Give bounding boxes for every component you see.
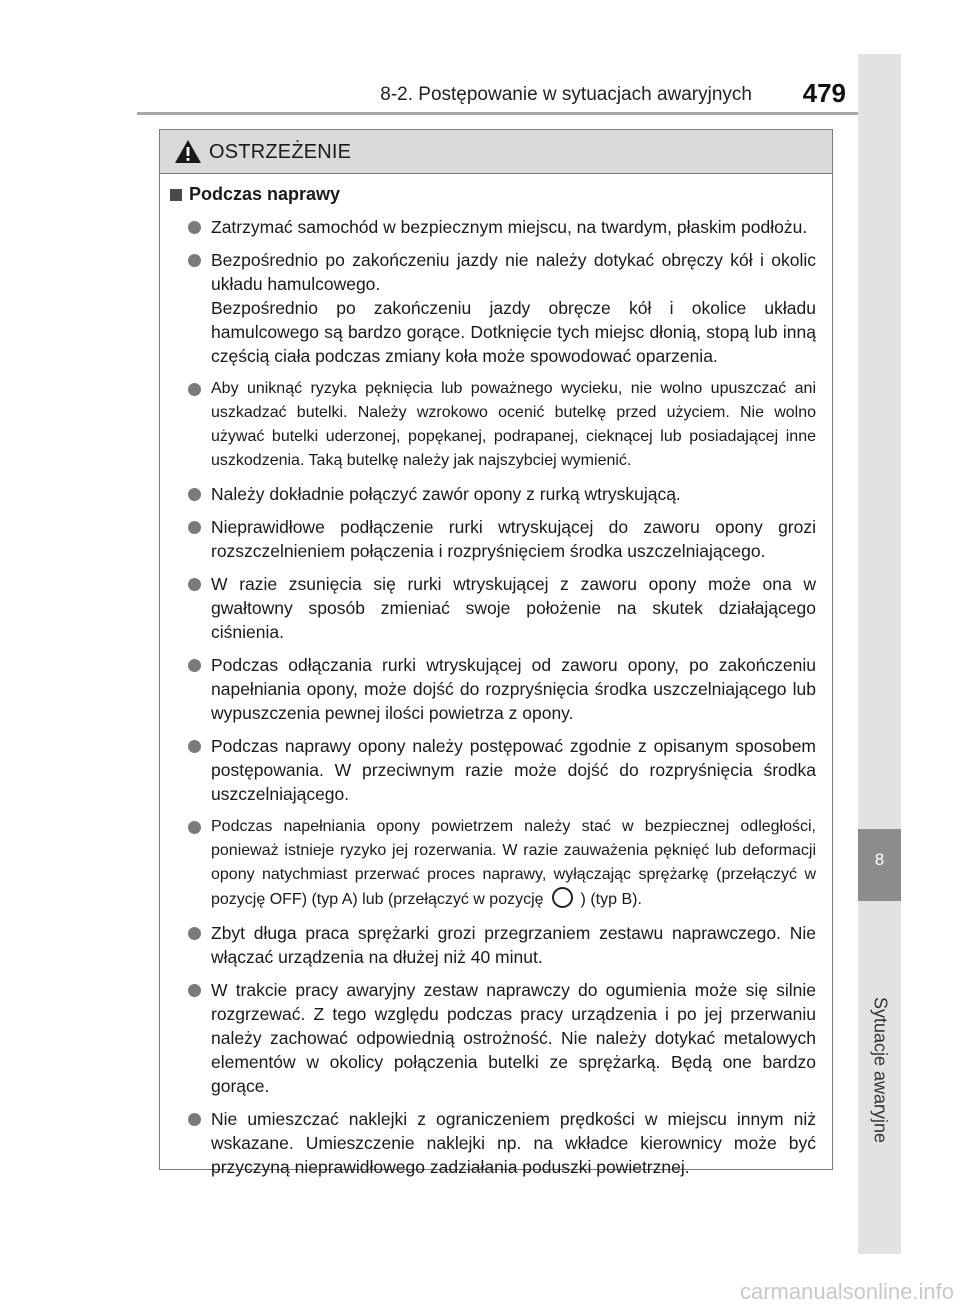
circle-bullet-icon (188, 221, 201, 234)
circle-bullet-icon (188, 521, 201, 534)
list-item (170, 653, 816, 725)
list-item (170, 377, 816, 473)
circle-bullet-icon (188, 821, 201, 834)
circle-bullet-icon (188, 254, 201, 267)
list-item (170, 248, 816, 368)
list-item (170, 1107, 816, 1179)
item-text: W trakcie pracy awaryjny zestaw naprawczy do ogumienia może się silnie rozgrzewać. Z tego względu podczas pracy urządzenia i po jej przerwaniu należy zachować odpowiednią ostrożność. Nie należy dotykać metalowych elementów w okolicy połączenia butelki ze sprężarką. Będą one bardzo gorące. (211, 980, 816, 1096)
circle-bullet-icon (188, 927, 201, 940)
circle-bullet-icon (188, 383, 201, 396)
circle-bullet-icon (188, 578, 201, 591)
item-text: Nieprawidłowe podłączenie rurki wtryskującej do zaworu opony grozi rozszczelnieniem połączenia i rozpryśnięciem środka uszczelniającego. (211, 517, 816, 561)
section-heading (170, 184, 816, 205)
square-bullet-icon (170, 189, 182, 201)
warning-header (160, 130, 832, 174)
switch-position-icon (552, 887, 573, 908)
circle-bullet-icon (188, 488, 201, 501)
circle-bullet-icon (188, 1113, 201, 1126)
list-item (170, 815, 816, 912)
chapter-label: Sytuacje awaryjne (870, 996, 891, 1144)
item-text: Bezpośrednio po zakończeniu jazdy obręcze kół i okolice układu hamulcowego są bardzo gorące. Dotknięcie tych miejsc dłonią, stopą lub inną częścią ciała podczas zmiany koła może spowodować oparzenia. (211, 298, 816, 366)
item-text: Aby uniknąć ryzyka pęknięcia lub poważnego wycieku, nie wolno upuszczać ani uszkadzać butelki. Należy wzrokowo ocenić butelkę przed użyciem. Nie wolno używać butelki uderzonej, popękanej, podrapanej, cieknącej lub posiadającej inne uszkodzenia. Taką butelkę należy jak najszybciej wymienić. (211, 380, 816, 469)
section-title: 8-2. Postępowanie w sytuacjach awaryjnych (380, 84, 752, 105)
list-item (170, 482, 816, 506)
header-divider (137, 112, 858, 115)
item-text: Zatrzymać samochód w bezpiecznym miejscu, na twardym, płaskim podłożu. (211, 217, 808, 237)
list-item (170, 921, 816, 969)
circle-bullet-icon (188, 659, 201, 672)
item-text: Należy dokładnie połączyć zawór opony z rurką wtryskującą. (211, 484, 681, 504)
circle-bullet-icon (188, 984, 201, 997)
list-item (170, 515, 816, 563)
item-text: Podczas napełniania opony powietrzem należy stać w bezpiecznej odległości, ponieważ istnieje ryzyko jej rozerwania. W razie zauważenia pęknięć lub deformacji opony natychmiast przerwać proces naprawy, wyłączając sprężarkę (przełączyć w pozycję OFF) (typ A) lub (przełączyć w pozycję (211, 818, 816, 908)
item-text: W razie zsunięcia się rurki wtryskującej z zaworu opony może ona w gwałtowny sposób zmieniać swoje położenie na skutek działającego ciśnienia. (211, 574, 816, 642)
chapter-number: 8 (874, 850, 885, 869)
item-text: Bezpośrednio po zakończeniu jazdy nie należy dotykać obręczy kół i okolic układu hamulcowego. (211, 250, 816, 294)
warning-title: OSTRZEŻENIE (209, 141, 352, 163)
item-text: Podczas naprawy opony należy postępować zgodnie z opisanym sposobem postępowania. W przeciwnym razie może dojść do rozpryśnięcia środka uszczelniającego. (211, 736, 816, 804)
page-header (160, 72, 860, 112)
warning-box (159, 129, 833, 1177)
item-text: ) (typ B). (580, 891, 642, 908)
warning-triangle-icon (174, 139, 202, 164)
list-item (170, 215, 816, 239)
list-item (170, 734, 816, 806)
item-text: Nie umieszczać naklejki z ograniczeniem prędkości w miejscu innym niż wskazane. Umieszczenie naklejki np. na wkładce kierownicy może być przyczyną nieprawidłowego zadziałania poduszki powietrznej. (211, 1109, 816, 1177)
page-number: 479 (802, 78, 846, 108)
section-heading-text: Podczas naprawy (189, 184, 341, 204)
item-text: Podczas odłączania rurki wtryskującej od zaworu opony, po zakończeniu napełniania opony, może dojść do rozpryśnięcia środka uszczelniającego lub wypuszczenia pewnej ilości powietrza z opony. (211, 655, 816, 723)
item-text: Zbyt długa praca sprężarki grozi przegrzaniem zestawu naprawczego. Nie włączać urządzenia na dłużej niż 40 minut. (211, 923, 816, 967)
list-item (170, 572, 816, 644)
warning-content (160, 174, 832, 1179)
circle-bullet-icon (188, 740, 201, 753)
watermark: carmanualsonline.info (739, 1279, 954, 1304)
list-item (170, 978, 816, 1098)
